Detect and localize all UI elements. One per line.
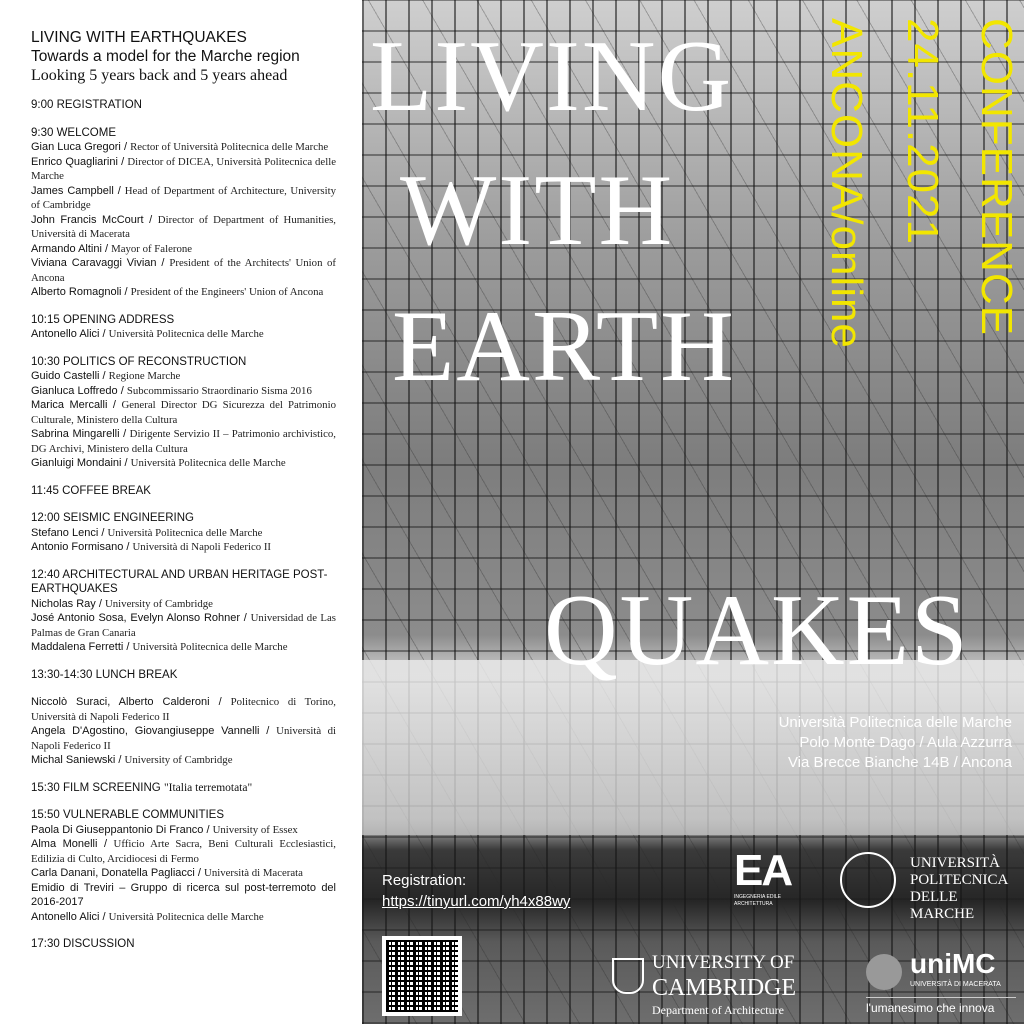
session-title: 15:30 FILM SCREENING — [31, 781, 161, 794]
speaker-affiliation: Director of Department of Humanities, Università di Macerata — [31, 213, 337, 240]
unimc-seal-icon — [866, 954, 902, 990]
venue-line: Via Brecce Bianche 14B / Ancona — [787, 754, 1012, 771]
session-extra: "Italia terremotata" — [163, 781, 253, 794]
speaker-entry: Gianluigi Mondaini / Università Politecnica delle Marche — [31, 457, 286, 469]
speaker-entry: Marica Mercalli / General Director DG Sicurezza del Patrimonio Culturale, Ministero della Cultura — [31, 399, 336, 426]
conference-location: ANCONA/online — [822, 18, 871, 349]
speaker-affiliation: Politecnico di Torino, Università di Napoli Federico II — [31, 696, 336, 723]
cambridge-department: Department of Architecture — [652, 1003, 784, 1017]
session-heading — [31, 355, 336, 370]
program-sections — [31, 98, 336, 952]
speaker-entry: Angela D'Agostino, Giovangiuseppe Vannelli / Università di Napoli Federico II — [31, 725, 336, 752]
program-session — [31, 808, 336, 924]
speaker-name: Enrico Quagliarini — [31, 155, 118, 168]
speaker-name: James Campbell — [31, 184, 114, 197]
program-session — [31, 355, 336, 471]
title-word-quakes: QUAKES — [544, 574, 970, 687]
speaker-entry — [31, 881, 336, 910]
speaker-affiliation: Ufficio Arte Sacra, Beni Culturali Ecclesiastici, Edilizia di Culto, Arcidiocesi di Fermo — [31, 838, 337, 865]
unimc-logo-mark: uniMC — [910, 948, 996, 979]
program-session — [31, 668, 336, 683]
speaker-affiliation: Director of DICEA, Università Politecnica delle Marche — [31, 155, 336, 182]
session-title: 17:30 DISCUSSION — [31, 938, 135, 950]
univpm-seal-icon — [840, 852, 896, 908]
session-heading — [31, 781, 336, 796]
program-session — [31, 511, 336, 555]
session-heading — [31, 511, 336, 526]
speaker-entry: Viviana Caravaggi Vivian / President of the Architects' Union of Ancona — [31, 257, 336, 284]
speaker-affiliation: General Director DG Sicurezza del Patrimonio Culturale, Ministero della Cultura — [31, 399, 336, 426]
speaker-name: John Francis McCourt — [31, 213, 144, 226]
speaker-name: Niccolò Suraci, Alberto Calderoni — [31, 696, 210, 708]
ea-logo — [734, 848, 794, 908]
cambridge-logo-name: CAMBRIDGE — [652, 975, 797, 1001]
speaker-affiliation: Universidad de Las Palmas de Gran Canaria — [31, 612, 336, 639]
conference-label: CONFERENCE — [972, 18, 1021, 337]
speaker-name: Antonello Alici — [31, 328, 100, 340]
program-subtitle: Towards a model for the Marche region — [31, 48, 300, 65]
session-title: 12:40 ARCHITECTURAL AND URBAN HERITAGE POST-EARTHQUAKES — [31, 568, 328, 595]
conference-date: 24.11.2021 — [898, 18, 947, 245]
speaker-entry: Guido Castelli / Regione Marche — [31, 370, 181, 382]
registration-label: Registration: — [382, 872, 467, 889]
session-heading — [31, 313, 336, 328]
speaker-affiliation: Università di Napoli Federico II — [132, 541, 272, 553]
title-word-with: WITH — [400, 154, 675, 267]
registration — [382, 870, 570, 912]
speaker-entry: Maddalena Ferretti / Università Politecnica delle Marche — [31, 641, 288, 653]
speaker-affiliation: Università Politecnica delle Marche — [132, 641, 288, 653]
speaker-name: Guido Castelli — [31, 370, 100, 382]
univpm-logo-line: POLITECNICA — [910, 872, 1009, 888]
speaker-affiliation: Università Politecnica delle Marche — [108, 910, 264, 923]
title-word-living: LIVING — [370, 20, 734, 133]
speaker-name: Antonio Formisano — [31, 541, 124, 553]
unimc-logo — [910, 948, 1001, 989]
speaker-entry: Gian Luca Gregori / Rector of Università Politecnica delle Marche — [31, 141, 329, 153]
program-session — [31, 126, 336, 300]
program-title: LIVING WITH EARTHQUAKES — [31, 29, 247, 46]
venue-line: Università Politecnica delle Marche — [778, 714, 1012, 731]
unimc-logo-subtitle: UNIVERSITÀ DI MACERATA — [910, 981, 1001, 988]
speaker-affiliation: President of the Engineers' Union of Ancona — [130, 286, 324, 298]
ea-logo-mark: EA — [734, 846, 792, 895]
speaker-name: Emidio di Treviri – Gruppo di ricerca sul post-terremoto del 2016-2017 — [31, 881, 336, 908]
program-session — [31, 98, 336, 113]
speaker-name: Armando Altini — [31, 242, 102, 255]
speaker-entry: Alma Monelli / Ufficio Arte Sacra, Beni Culturali Ecclesiastici, Edilizia di Culto, Arcidiocesi di Fermo — [31, 838, 337, 865]
speaker-entry: Armando Altini / Mayor of Falerone — [31, 242, 193, 255]
speaker-name: Gianluigi Mondaini — [31, 457, 122, 469]
session-heading — [31, 126, 336, 141]
speaker-entry: Sabrina Mingarelli / Dirigente Servizio II – Patrimonio archivistico, DG Archivi, Ministero della Cultura — [31, 428, 336, 455]
session-heading — [31, 808, 336, 823]
speaker-entry: Stefano Lenci / Università Politecnica delle Marche — [31, 526, 263, 539]
session-title: 9:30 WELCOME — [31, 126, 116, 139]
speaker-name: Gianluca Loffredo — [31, 384, 118, 397]
univpm-logo-line: DELLE MARCHE — [910, 889, 975, 922]
session-heading — [31, 937, 336, 952]
speaker-name: Nicholas Ray — [31, 597, 96, 610]
session-heading — [31, 668, 336, 683]
program-session — [31, 484, 336, 499]
speaker-affiliation: University of Cambridge — [124, 754, 233, 766]
speaker-entry: Niccolò Suraci, Alberto Calderoni / Politecnico di Torino, Università di Napoli Federico II — [31, 696, 336, 723]
session-title: 9:00 REGISTRATION — [31, 99, 142, 111]
session-title: 10:30 POLITICS OF RECONSTRUCTION — [31, 355, 247, 368]
speaker-name: Alberto Romagnoli — [31, 286, 122, 298]
speaker-name: Antonello Alici — [31, 910, 100, 923]
speaker-entry: John Francis McCourt / Director of Department of Humanities, Università di Macerata — [31, 213, 337, 240]
session-heading — [31, 484, 336, 499]
univpm-logo — [910, 855, 1024, 923]
speaker-name: Michal Saniewski — [31, 754, 116, 766]
speaker-entry: Gianluca Loffredo / Subcommissario Straordinario Sisma 2016 — [31, 384, 312, 397]
univpm-logo-line: UNIVERSITÀ — [910, 855, 1000, 871]
speaker-entry: Michal Saniewski / University of Cambridge — [31, 754, 233, 766]
speaker-affiliation: Head of Department of Architecture, University of Cambridge — [31, 184, 337, 211]
speaker-name: Maddalena Ferretti — [31, 641, 124, 653]
speaker-entry: Paola Di Giuseppantonio Di Franco / University of Essex — [31, 823, 298, 836]
cambridge-logo-line: UNIVERSITY OF — [652, 952, 795, 973]
program-session — [31, 568, 336, 655]
speaker-affiliation: Università di Napoli Federico II — [31, 725, 336, 752]
session-heading — [31, 98, 336, 113]
session-title: 13:30-14:30 LUNCH BREAK — [31, 668, 178, 681]
speaker-name: Viviana Caravaggi Vivian — [31, 257, 157, 269]
program-session — [31, 313, 336, 342]
speaker-name: Stefano Lenci — [31, 526, 99, 539]
speaker-entry: Alberto Romagnoli / President of the Engineers' Union of Ancona — [31, 286, 324, 298]
speaker-name: Gian Luca Gregori — [31, 141, 121, 153]
session-title: 11:45 COFFEE BREAK — [31, 484, 151, 497]
speaker-affiliation: University of Cambridge — [104, 597, 213, 610]
speaker-affiliation: Università Politecnica delle Marche — [108, 328, 264, 340]
qr-code[interactable] — [382, 936, 462, 1016]
speaker-name: Carla Danani, Donatella Pagliacci — [31, 867, 195, 879]
speaker-affiliation: Università di Macerata — [204, 867, 303, 879]
speaker-entry: Carla Danani, Donatella Pagliacci / Università di Macerata — [31, 867, 303, 879]
session-title: 12:00 SEISMIC ENGINEERING — [31, 512, 194, 524]
speaker-affiliation: Università Politecnica delle Marche — [107, 526, 263, 539]
speaker-affiliation: President of the Architects' Union of Ancona — [31, 257, 336, 284]
session-heading — [31, 568, 336, 597]
program-session — [31, 781, 336, 796]
speaker-name: Angela D'Agostino, Giovangiuseppe Vannelli — [31, 725, 260, 737]
program-tagline: Looking 5 years back and 5 years ahead — [31, 67, 288, 84]
unimc-motto: l'umanesimo che innova — [866, 997, 1016, 1016]
venue-line: Polo Monte Dago / Aula Azzurra — [799, 734, 1012, 751]
speaker-affiliation: Università Politecnica delle Marche — [130, 457, 286, 469]
speaker-entry: James Campbell / Head of Department of Architecture, University of Cambridge — [31, 184, 337, 211]
session-title: 15:50 VULNERABLE COMMUNITIES — [31, 809, 225, 821]
program-session — [31, 937, 336, 952]
speaker-affiliation: Regione Marche — [108, 370, 181, 382]
speaker-entry: Antonio Formisano / Università di Napoli Federico II — [31, 541, 272, 553]
registration-link[interactable]: https://tinyurl.com/yh4x88wy — [382, 893, 571, 910]
speaker-affiliation: Dirigente Servizio II – Patrimonio archivistico, DG Archivi, Ministero della Cultura — [31, 428, 336, 455]
speaker-entry: Antonello Alici / Università Politecnica delle Marche — [31, 328, 264, 340]
speaker-name: Paola Di Giuseppantonio Di Franco — [31, 823, 204, 836]
program-session — [31, 695, 336, 768]
speaker-affiliation: University of Essex — [212, 823, 298, 836]
speaker-affiliation: Rector of Università Politecnica delle Marche — [130, 141, 329, 153]
cambridge-crest-icon — [612, 958, 644, 994]
speaker-name: Sabrina Mingarelli — [31, 428, 120, 440]
ea-logo-subtitle: INGEGNERIA EDILE ARCHITETTURA — [734, 894, 781, 907]
title-word-earth: EARTH — [392, 290, 736, 403]
speaker-entry: Enrico Quagliarini / Director of DICEA, Università Politecnica delle Marche — [31, 155, 336, 182]
venue-address — [779, 713, 1012, 773]
cambridge-logo — [652, 952, 796, 1018]
speaker-affiliation: Subcommissario Straordinario Sisma 2016 — [126, 384, 312, 397]
speaker-name: Marica Mercalli — [31, 399, 108, 411]
speaker-entry: Antonello Alici / Università Politecnica delle Marche — [31, 910, 264, 923]
program-column — [0, 0, 362, 1024]
speaker-entry: Nicholas Ray / University of Cambridge — [31, 597, 213, 610]
scaffolding-photo — [362, 0, 1024, 1024]
speaker-affiliation: Mayor of Falerone — [111, 242, 193, 255]
speaker-name: José Antonio Sosa, Evelyn Alonso Rohner — [31, 612, 241, 624]
speaker-entry: José Antonio Sosa, Evelyn Alonso Rohner / Universidad de Las Palmas de Gran Canaria — [31, 612, 336, 639]
speaker-name: Alma Monelli — [31, 838, 98, 850]
session-title: 10:15 OPENING ADDRESS — [31, 313, 175, 326]
